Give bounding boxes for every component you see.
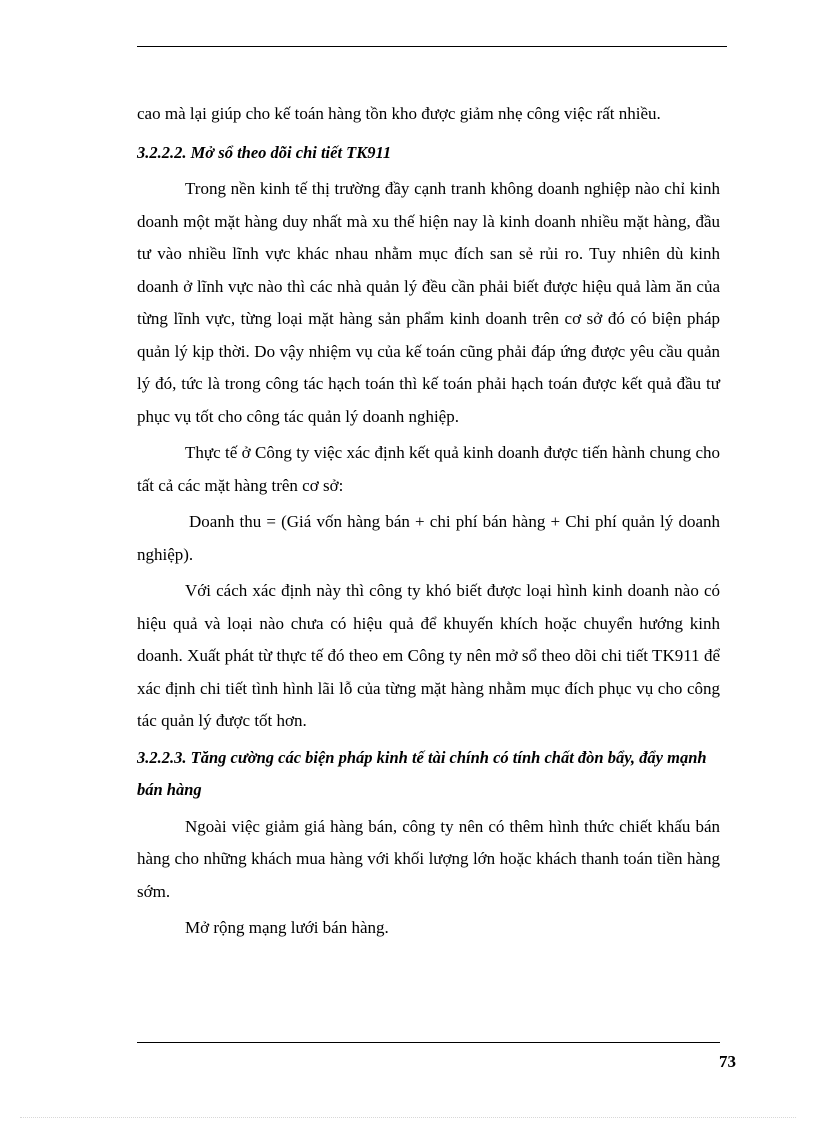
paragraph: Thực tế ở Công ty việc xác định kết quả kinh doanh được tiến hành chung cho tất cả các mặt hàng trên cơ sở: xyxy=(137,443,720,495)
footer-rule xyxy=(137,1042,720,1043)
paragraph: Trong nền kinh tế thị trường đầy cạnh tranh không doanh nghiệp nào chỉ kinh doanh một mặt hàng duy nhất mà xu thế hiện nay là kinh doanh nhiều mặt hàng, đầu tư vào nhiều lĩnh vực khác nhau nhằm mục đích san sẻ rủi ro. Tuy nhiên dù kinh doanh ở lĩnh vực nào thì các nhà quản lý đều cần phải biết được hiệu quả làm ăn của từng lĩnh vực, từng loại mặt hàng sản phẩm kinh doanh trên cơ sở đó có biện pháp quản lý kịp thời. Do vậy nhiệm vụ của kế toán cũng phải đáp ứng được yêu cầu quản lý đó, tức là trong công tác hạch toán thì kế toán phải hạch toán được kết quả đầu tư phục vụ tốt cho công tác quản lý doanh nghiệp. xyxy=(137,179,720,426)
section-heading: 3.2.2.3. Tăng cường các biện pháp kinh tế tài chính có tính chất đòn bẩy, đẩy mạnh bán hàng xyxy=(137,747,707,799)
paragraph: Ngoài việc giảm giá hàng bán, công ty nên có thêm hình thức chiết khấu bán hàng cho những khách mua hàng với khối lượng lớn hoặc khách thanh toán tiền hàng sớm. xyxy=(137,816,720,901)
paragraph: Mở rộng mạng lưới bán hàng. xyxy=(185,918,389,937)
paragraph: cao mà lại giúp cho kế toán hàng tồn kho được giảm nhẹ công việc rất nhiều. xyxy=(137,104,661,123)
page-edge-dots xyxy=(20,1117,796,1118)
paragraph: Với cách xác định này thì công ty khó biết được loại hình kinh doanh nào có hiệu quả và loại nào chưa có hiệu quả để khuyến khích hoặc chuyển hướng kinh doanh. Xuất phát từ thực tế đó theo em Công ty nên mở sổ theo dõi chi tiết TK911 để xác định chi tiết tình hình lãi lỗ của từng mặt hàng nhằm mục đích phục vụ cho công tác quản lý được tốt hơn. xyxy=(137,581,720,730)
header-rule xyxy=(137,46,727,47)
formula-paragraph: Doanh thu = (Giá vốn hàng bán + chi phí bán hàng + Chi phí quản lý doanh nghiệp). xyxy=(137,512,720,564)
page-body xyxy=(137,98,720,945)
page-number: 73 xyxy=(719,1052,736,1071)
section-heading: 3.2.2.2. Mở sổ theo dõi chi tiết TK911 xyxy=(137,142,392,162)
